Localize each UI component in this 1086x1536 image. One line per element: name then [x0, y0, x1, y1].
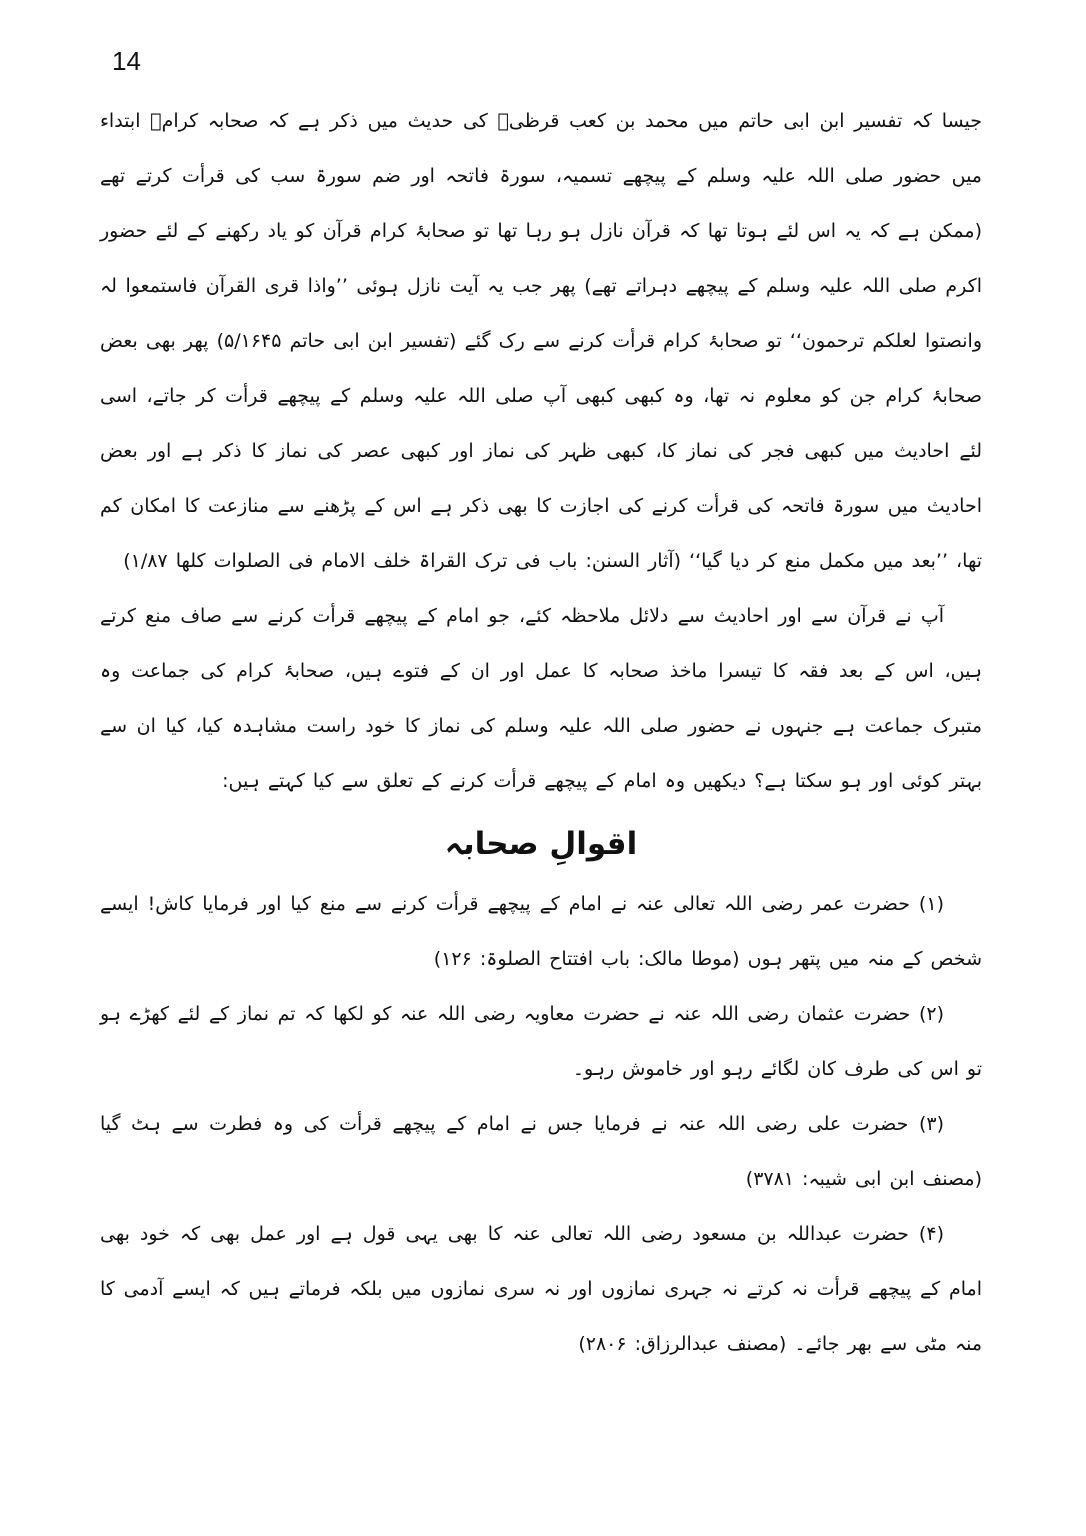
saying-4: (۴) حضرت عبداللہ بن مسعود رضی اللہ تعالی عنہ کا بھی یہی قول ہے اور عمل بھی کہ خود بھی امام کے پیچھے قرأت نہ کرتے نہ جہری نمازوں اور نہ سری نمازوں میں بلکہ فرماتے ہیں کہ ایسے آدمی کا منہ مٹی سے بھر جائے۔ (مصنف عبدالرزاق: ۲۸۰۶) — [100, 1223, 982, 1355]
section-heading: اقوالِ صحابہ — [444, 826, 638, 862]
page-number: 14 — [112, 46, 141, 76]
saying-2: (۲) حضرت عثمان رضی اللہ عنہ نے حضرت معاویہ رضی اللہ عنہ کو لکھا کہ تم نماز کے لئے کھڑے ہو تو اس کی طرف کان لگائے رہو اور خاموش رہو۔ — [100, 1003, 982, 1080]
saying-1: (۱) حضرت عمر رضی اللہ تعالی عنہ نے امام کے پیچھے قرأت کرنے سے منع کیا اور فرمایا کاش! ایسے شخص کے منہ میں پتھر ہوں (موطا مالک: باب افتتاح الصلوۃ: ۱۲۶) — [100, 893, 982, 970]
paragraph-dalail: آپ نے قرآن سے اور احادیث سے دلائل ملاحظہ کئے، جو امام کے پیچھے قرأت کرنے سے صاف منع کرتے ہیں، اس کے بعد فقہ کا تیسرا ماخذ صحابہ کا عمل اور ان کے فتوے ہیں، صحابۂ کرام کی جماعت وہ متبرک جماعت ہے جنہوں نے حضور صلی اللہ علیہ وسلم کی نماز کا خود راست مشاہدہ کیا، کیا ان سے بہتر کوئی اور ہو سکتا ہے؟ دیکھیں وہ امام کے پیچھے قرأت کرنے کے تعلق سے کیا کہتے ہیں: — [100, 605, 982, 792]
saying-3: (۳) حضرت علی رضی اللہ عنہ نے فرمایا جس نے امام کے پیچھے قرأت کی وہ فطرت سے ہٹ گیا (مصنف ابن ابی شیبہ: ۳۷۸۱) — [100, 1113, 982, 1190]
page-body — [100, 94, 982, 1372]
paragraph-tafseer: جیسا کہ تفسیر ابن ابی حاتم میں محمد بن کعب قرظیؒ کی حدیث میں ذکر ہے کہ صحابہ کرامؓ ابتداء میں حضور صلی اللہ علیہ وسلم کے پیچھے تسمیہ، سورۃ فاتحہ اور ضم سورۃ سب کی قرأت کرتے تھے (ممکن ہے کہ یہ اس لئے ہوتا تھا کہ قرآن نازل ہو رہا تھا تو صحابۂ کرام قرآن کو یاد رکھنے کے لئے حضور اکرم صلی اللہ علیہ وسلم کے پیچھے دہراتے تھے) پھر جب یہ آیت نازل ہوئی ’’واذا قری القرآن فاستمعوا لہ وانصتوا لعلکم ترحمون‘‘ تو صحابۂ کرام قرأت کرنے سے رک گئے (تفسیر ابن ابی حاتم ۵/۱۶۴۵) پھر بھی بعض صحابۂ کرام جن کو معلوم نہ تھا، وہ کبھی کبھی آپ صلی اللہ علیہ وسلم کے پیچھے قرأت کر جاتے، اسی لئے احادیث میں کبھی فجر کی نماز کا، کبھی ظہر کی نماز اور کبھی عصر کی نماز کا ذکر ہے اور بعض احادیث میں سورۃ فاتحہ کی قرأت کرنے کی اجازت کا بھی ذکر ہے اس کے پڑھنے سے منازعت کا امکان کم تھا، ’’بعد میں مکمل منع کر دیا گیا‘‘ (آثار السنن: باب فی ترک القراۃ خلف الامام فی الصلوات کلھا ۱/۸۷) — [100, 110, 982, 572]
